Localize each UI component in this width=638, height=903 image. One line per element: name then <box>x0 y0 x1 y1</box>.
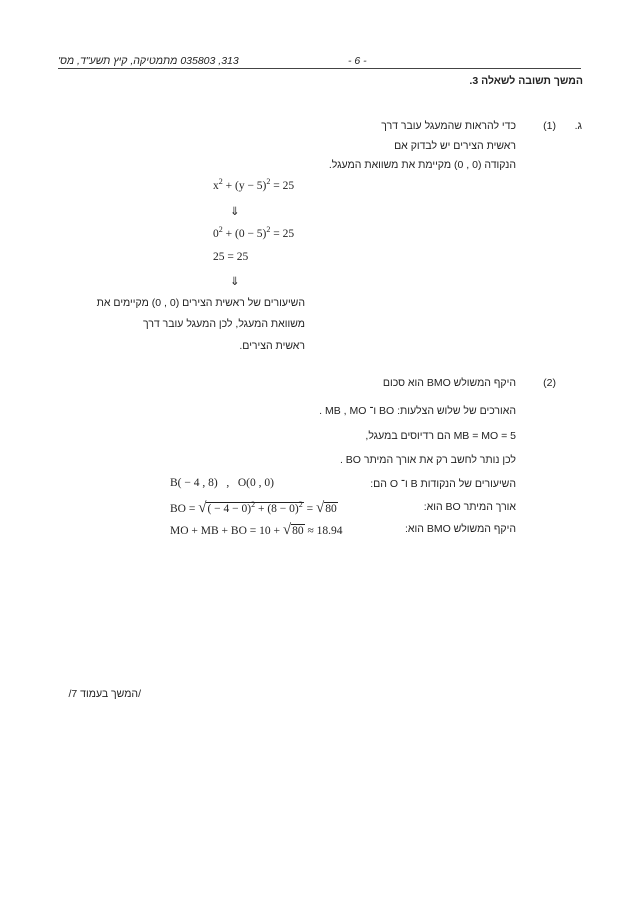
sub1-number: (1) <box>543 120 556 132</box>
header-left: 313, 035803 מתמטיקה, קיץ תשע"ד, מס' <box>58 55 239 67</box>
sub1-line2: ראשית הצירים יש לבדוק אם <box>394 140 516 152</box>
sub2-line4: לכן נותר לחשב רק את אורך המיתר BO . <box>339 454 516 466</box>
sub1-line3: הנקודה (0 , 0) מקיימת את משוואת המעגל. <box>328 159 516 171</box>
part-letter: ג. <box>574 120 582 132</box>
sub2-line3: MB = MO = 5 הם רדיוסים במעגל, <box>365 430 516 442</box>
sub2-line2: האורכים של שלוש הצלעות: BO ו־ MB , MO . <box>319 405 516 417</box>
perimeter-label: היקף המשולש BMO הוא: <box>405 523 516 535</box>
implies-arrow: ⇓ <box>230 206 240 218</box>
points-label: השיעורים של הנקודות B ו־ O הם: <box>370 478 516 490</box>
sub2-number: (2) <box>543 377 556 389</box>
sub1-conclusion-1: השיעורים של ראשית הצירים (0 , 0) מקיימים את <box>96 297 305 309</box>
sub1-line1: כדי להראות שהמעגל עובר דרך <box>381 120 516 132</box>
page-number: - 6 - <box>348 55 367 67</box>
perimeter-value: MO + MB + BO = 10 + √80 ≈ 18.94 <box>170 522 343 538</box>
footer-continue: /המשך בעמוד 7/ <box>68 688 141 700</box>
sub1-conclusion-3: ראשית הצירים. <box>239 340 305 352</box>
section-title: המשך תשובה לשאלה 3. <box>469 75 583 87</box>
equation-circle: $x^2 + (y - 5)^2 = 25$ <box>213 177 295 192</box>
header-rule <box>58 68 581 69</box>
chord-value: BO = √( − $4 - 0)^2 + (8 - 0)^2 = √80$ <box>170 500 337 516</box>
sub2-line1: היקף המשולש BMO הוא סכום <box>382 377 516 389</box>
implies-arrow: ⇓ <box>230 276 240 288</box>
chord-label: אורך המיתר BO הוא: <box>423 501 516 513</box>
equation-result: 25 = 25 <box>213 251 249 263</box>
sub1-conclusion-2: משוואת המעגל, לכן המעגל עובר דרך <box>143 318 305 330</box>
points-value: B( − 4 , 8) , O(0 , 0) <box>170 477 274 489</box>
equation-substituted: $0^2 + (0 - 5)^2 = 25$ <box>213 225 295 240</box>
